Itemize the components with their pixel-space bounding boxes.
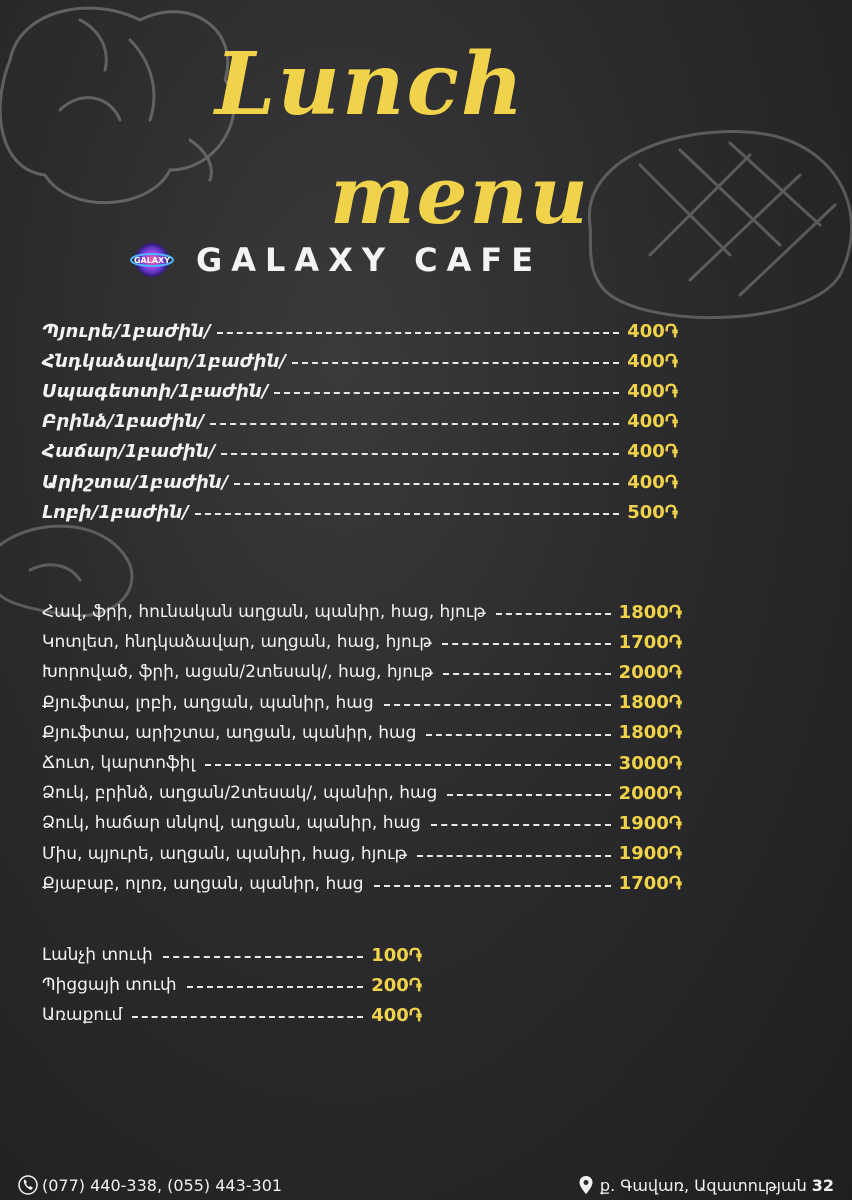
menu-item <box>42 808 682 838</box>
menu-item <box>42 970 422 1000</box>
item-price: 400֏ <box>627 471 678 493</box>
portions-list <box>42 316 678 527</box>
extras-list <box>42 940 422 1031</box>
item-name: Լոբի/1բաժին/ <box>42 501 189 523</box>
item-name: Ձուկ, հաճար սնկով, աղցան, պանիր, հաց <box>42 813 421 834</box>
item-price: 400֏ <box>627 441 678 463</box>
dotted-leader <box>426 734 610 736</box>
dotted-leader <box>496 613 611 615</box>
item-price: 1900֏ <box>618 843 682 865</box>
dotted-leader <box>187 986 364 988</box>
address-text: ք. Գավառ, Ազատության <box>599 1175 807 1195</box>
item-price: 400֏ <box>627 350 678 372</box>
menu-item <box>42 346 678 376</box>
dotted-leader <box>217 332 620 334</box>
menu-item <box>42 467 678 497</box>
item-price: 3000֏ <box>618 752 682 774</box>
menu-item <box>42 718 682 748</box>
item-name: Արիշտա/1բաժին/ <box>42 471 229 493</box>
menu-item <box>42 376 678 406</box>
item-price: 100֏ <box>371 944 422 966</box>
dotted-leader <box>163 956 363 958</box>
item-name: Միս, պյուրե, աղցան, պանիր, հաց, հյութ <box>42 843 408 864</box>
menu-item <box>42 407 678 437</box>
dotted-leader <box>442 643 611 645</box>
brand-name: GALAXY CAFE <box>196 241 543 279</box>
item-name: Քյուֆտա, արիշտա, աղցան, պանիր, հաց <box>42 722 417 743</box>
item-price: 400֏ <box>627 380 678 402</box>
dotted-leader <box>292 362 619 364</box>
menu-item <box>42 437 678 467</box>
logo-text: GALAXY <box>133 256 171 265</box>
menu-item <box>42 627 682 657</box>
dotted-leader <box>384 704 611 706</box>
menu-item <box>42 497 678 527</box>
item-price: 2000֏ <box>618 782 682 804</box>
menu-item <box>42 657 682 687</box>
lunch-list <box>42 597 682 899</box>
item-price: 1700֏ <box>618 873 682 895</box>
dotted-leader <box>374 885 611 887</box>
item-price: 400֏ <box>627 411 678 433</box>
item-name: Հնդկաձավար/1բաժին/ <box>42 350 287 372</box>
item-name: Ճուտ, կարտոֆիլ <box>42 753 196 774</box>
dotted-leader <box>431 824 611 826</box>
dotted-leader <box>205 764 611 766</box>
menu-item <box>42 1000 422 1030</box>
location-pin-icon <box>576 1175 596 1195</box>
footer-phones <box>18 1175 282 1195</box>
item-price: 1800֏ <box>618 722 682 744</box>
item-name: Սպագետտի/1բաժին/ <box>42 380 269 402</box>
item-price: 200֏ <box>371 974 422 996</box>
item-price: 500֏ <box>627 501 678 523</box>
dotted-leader <box>195 513 619 515</box>
brand <box>130 240 542 280</box>
item-price: 1700֏ <box>618 631 682 653</box>
item-name: Լանչի տուփ <box>42 945 153 966</box>
item-name: Պյուրե/1բաժին/ <box>42 320 211 342</box>
dotted-leader <box>221 453 619 455</box>
title-lunch: Lunch <box>215 34 526 135</box>
item-price: 400֏ <box>627 320 678 342</box>
item-name: Քյաբաբ, ոլոռ, աղցան, պանիր, հաց <box>42 873 364 894</box>
item-name: Կոտլետ, հնդկաձավար, աղցան, հաց, հյութ <box>42 632 432 653</box>
item-price: 1900֏ <box>618 812 682 834</box>
item-name: Խորոված, ֆրի, ացան/2տեսակ/, հաց, հյութ <box>42 662 433 683</box>
menu-item <box>42 778 682 808</box>
dotted-leader <box>274 392 619 394</box>
item-name: Պիցցայի տուփ <box>42 975 177 996</box>
menu-item <box>42 839 682 869</box>
menu-item <box>42 316 678 346</box>
dotted-leader <box>417 855 611 857</box>
menu-item <box>42 748 682 778</box>
bread-sketch-right <box>570 115 852 330</box>
title-menu: menu <box>330 148 590 242</box>
phone-numbers: (077) 440-338, (055) 443-301 <box>42 1175 283 1195</box>
item-price: 400֏ <box>371 1004 422 1026</box>
dotted-leader <box>443 673 611 675</box>
dotted-leader <box>447 794 610 796</box>
item-name: Բրինձ/1բաժին/ <box>42 411 205 433</box>
phone-icon <box>18 1175 38 1195</box>
footer-address <box>576 1175 834 1195</box>
item-name: Հաճար/1բաժին/ <box>42 441 216 463</box>
item-name: Քյուֆտա, լոբի, աղցան, պանիր, հաց <box>42 692 374 713</box>
address-number: 32 <box>811 1175 834 1195</box>
item-name: Հավ, ֆրի, հունական աղցան, պանիր, հաց, հյութ <box>42 602 486 623</box>
menu-item <box>42 940 422 970</box>
item-price: 2000֏ <box>618 661 682 683</box>
menu-item <box>42 597 682 627</box>
item-name: Ձուկ, բրինձ, աղցան/2տեսակ/, պանիր, հաց <box>42 783 438 804</box>
item-price: 1800֏ <box>618 692 682 714</box>
menu-item <box>42 869 682 899</box>
dotted-leader <box>234 483 619 485</box>
dotted-leader <box>210 423 619 425</box>
item-name: Առաքում <box>42 1005 123 1026</box>
galaxy-logo-icon <box>130 240 174 280</box>
item-price: 1800֏ <box>618 601 682 623</box>
dotted-leader <box>132 1016 363 1018</box>
menu-item <box>42 688 682 718</box>
